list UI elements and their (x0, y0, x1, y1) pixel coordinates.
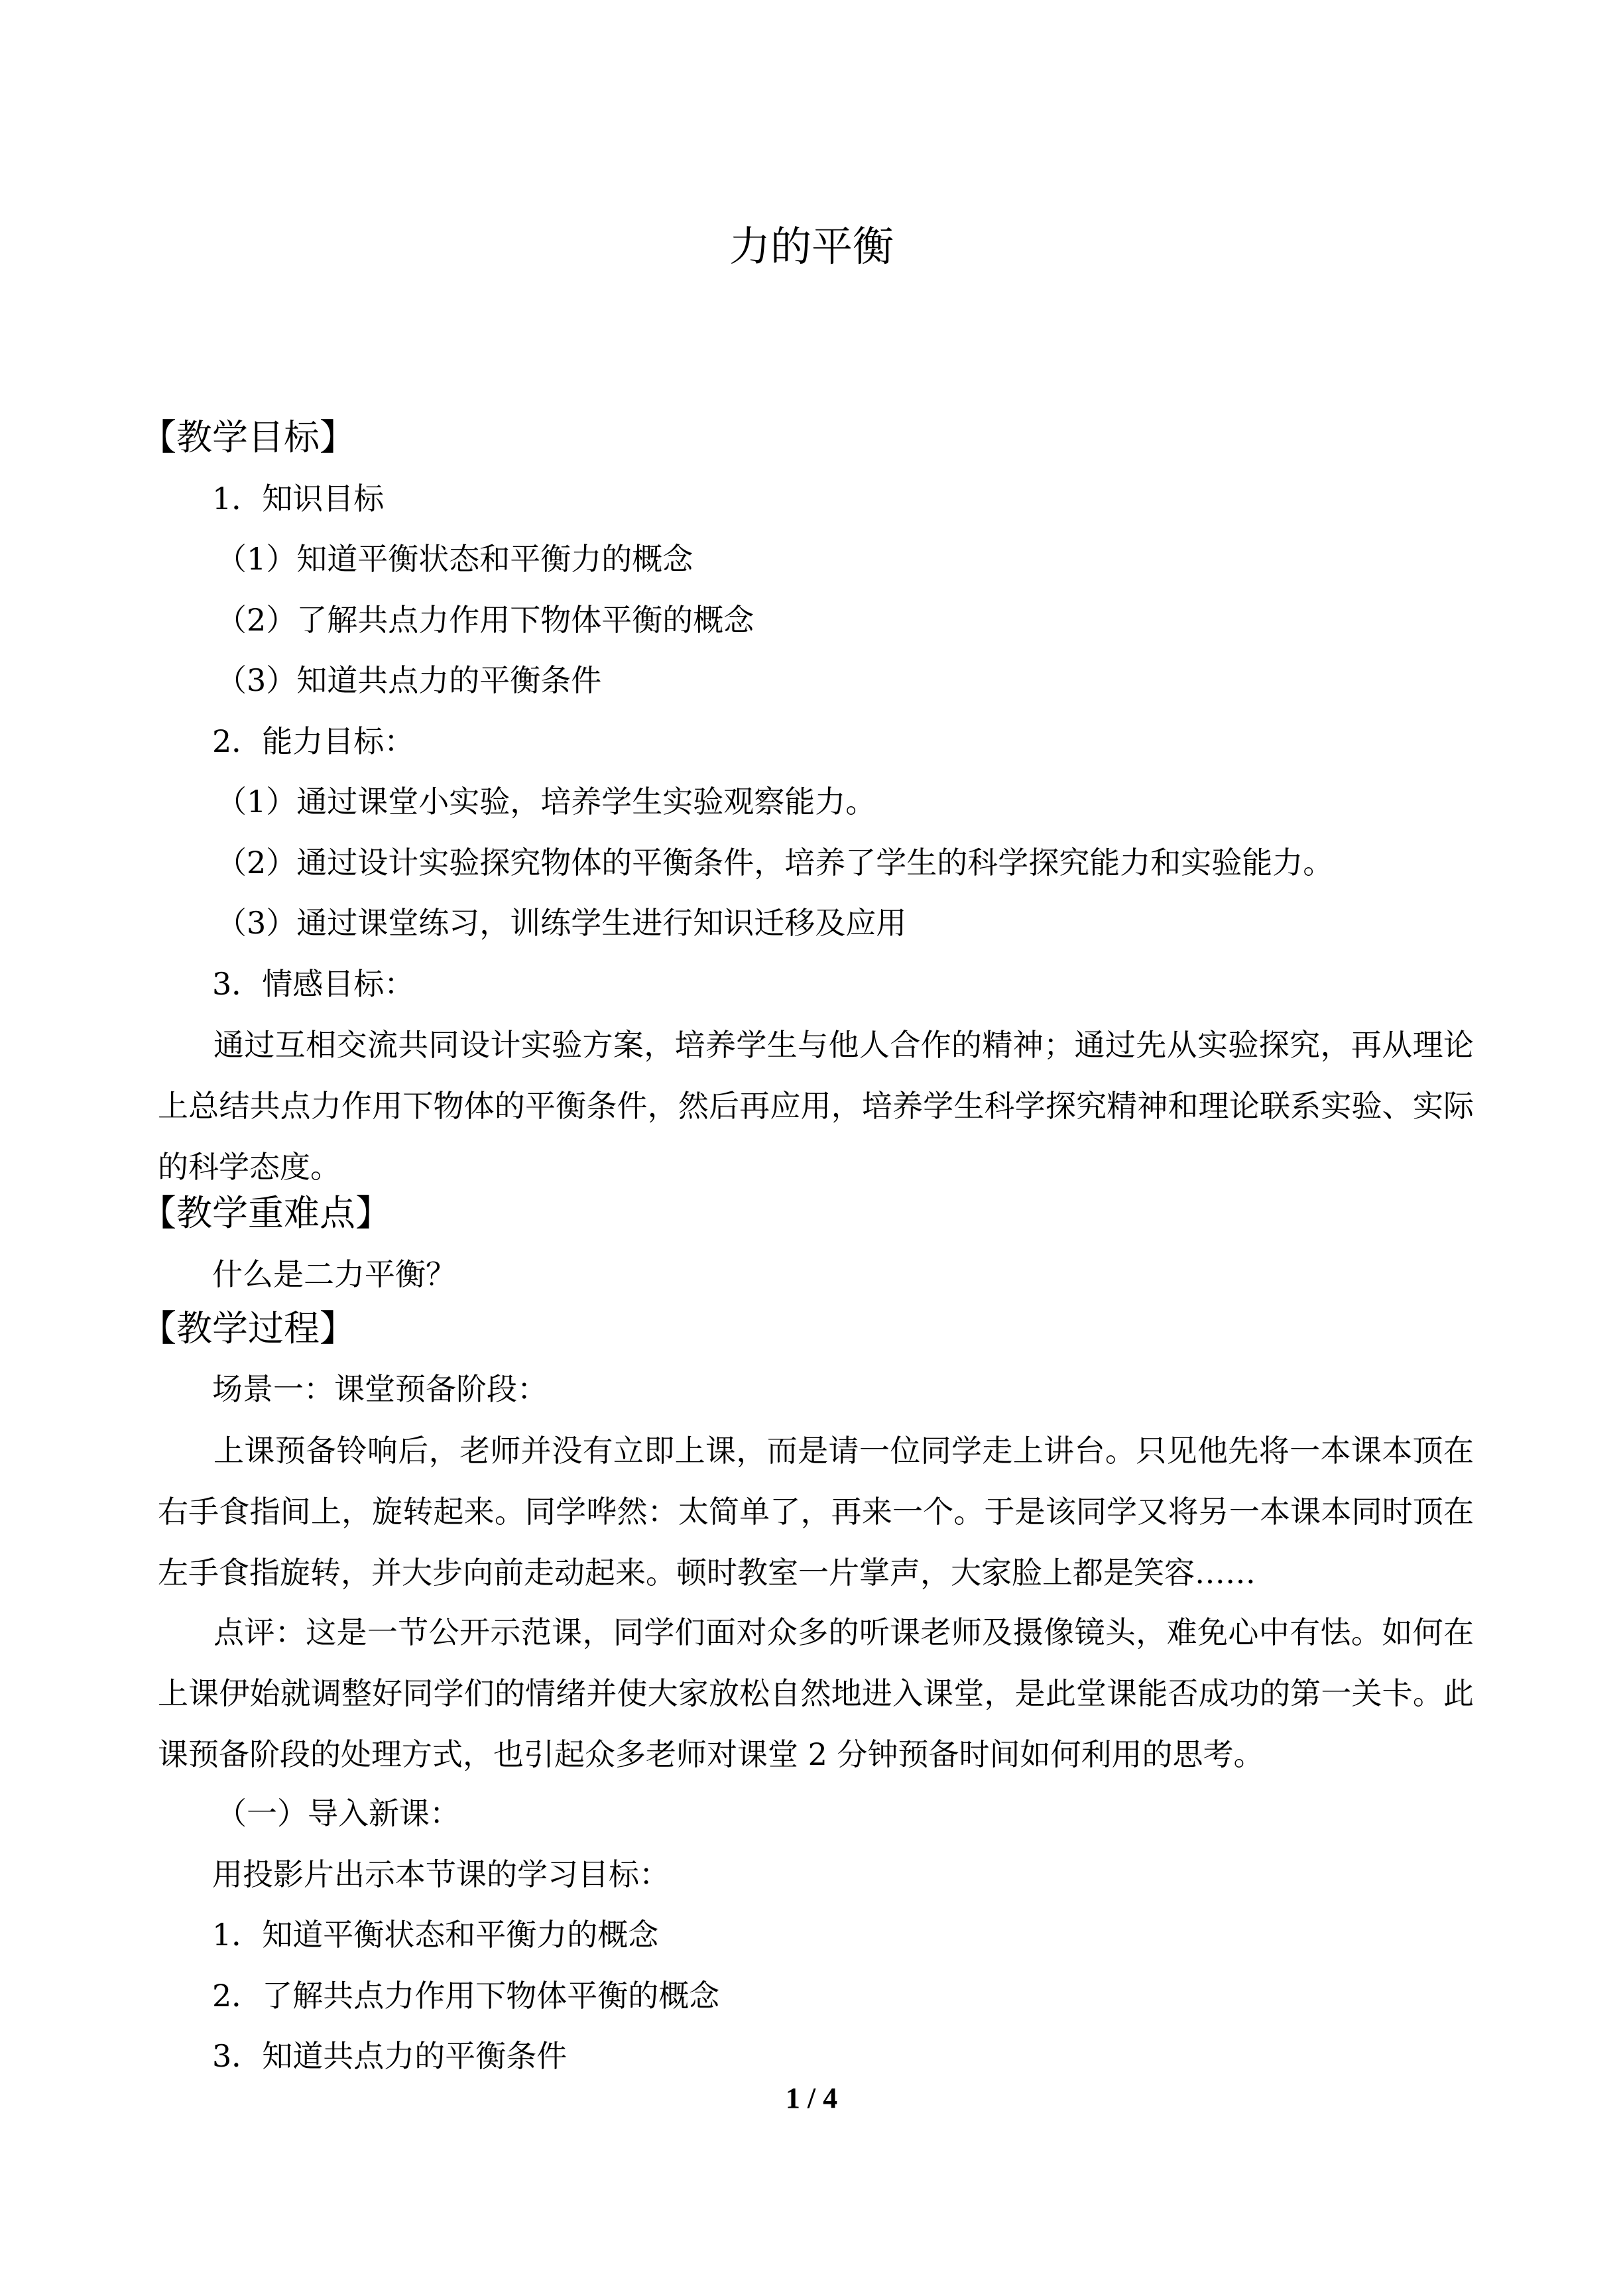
section-heading-key-points: 【教学重难点】 (141, 1192, 391, 1234)
intro-title: （一）导入新课： (216, 1795, 460, 1831)
knowledge-item-3: （3）知道共点力的平衡条件 (216, 662, 602, 698)
intro-item-2: 2．了解共点力作用下物体平衡的概念 (212, 1978, 720, 2014)
ability-item-3: （3）通过课堂练习，训练学生进行知识迁移及应用 (216, 905, 907, 941)
emotion-objective-paragraph: 通过互相交流共同设计实验方案，培养学生与他人合作的精神；通过先从实验探究，再从理论上总结共点力作用下物体的平衡条件，然后再应用，培养学生科学探究精神和理论联系实验、实际的科学态度。 (158, 1027, 1474, 1185)
ability-objective-title: 2．能力目标： (212, 723, 415, 759)
page-title: 力的平衡 (729, 222, 894, 271)
intro-item-3: 3．知道共点力的平衡条件 (212, 2038, 568, 2074)
intro-item-1: 1．知道平衡状态和平衡力的概念 (212, 1917, 659, 1953)
intro-text: 用投影片出示本节课的学习目标： (212, 1856, 670, 1892)
ability-item-2: （2）通过设计实验探究物体的平衡条件，培养了学生的科学探究能力和实验能力。 (216, 845, 1334, 880)
section-heading-process: 【教学过程】 (141, 1307, 355, 1349)
ability-item-1: （1）通过课堂小实验，培养学生实验观察能力。 (216, 784, 876, 819)
page-number: 1 / 4 (785, 2082, 838, 2114)
knowledge-item-2: （2）了解共点力作用下物体平衡的概念 (216, 602, 754, 638)
knowledge-item-1: （1）知道平衡状态和平衡力的概念 (216, 541, 693, 577)
scene-paragraph: 上课预备铃响后，老师并没有立即上课，而是请一位同学走上讲台。只见他先将一本课本顶在右手食指间上，旋转起来。同学哗然：太简单了，再来一个。于是该同学又将另一本课本同时顶在左手食指旋转，并大步向前走动起来。顿时教室一片掌声，大家脸上都是笑容…… (158, 1433, 1474, 1591)
emotion-objective-title: 3．情感目标： (212, 966, 415, 1002)
knowledge-objective-title: 1．知识目标 (212, 481, 385, 516)
scene-title: 场景一：课堂预备阶段： (212, 1371, 548, 1407)
comment-paragraph: 点评：这是一节公开示范课，同学们面对众多的听课老师及摄像镜头，难免心中有怯。如何在上课伊始就调整好同学们的情绪并使大家放松自然地进入课堂，是此堂课能否成功的第一关卡。此课预备阶段的处理方式，也引起众多老师对课堂 2 分钟预备时间如何利用的思考。 (158, 1614, 1474, 1772)
key-point-text: 什么是二力平衡？ (212, 1256, 456, 1292)
section-heading-objectives: 【教学目标】 (141, 416, 355, 458)
